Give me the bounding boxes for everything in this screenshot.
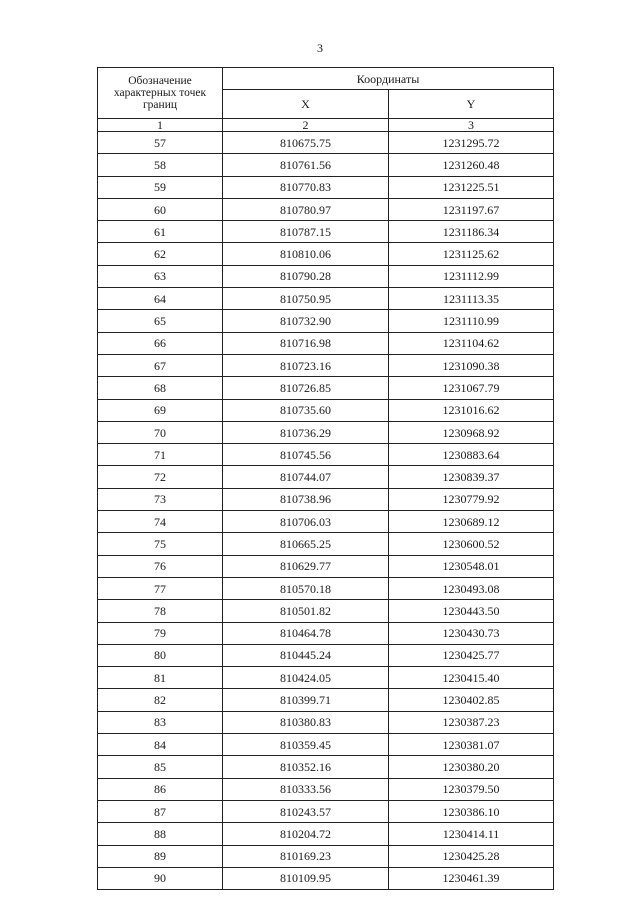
y-value: 1231295.72: [389, 132, 554, 154]
table-row: [98, 421, 554, 443]
table-row: [98, 845, 554, 867]
table-row: [98, 288, 554, 310]
table-row: [98, 310, 554, 332]
x-value: 810745.56: [223, 444, 389, 466]
y-value: 1231225.51: [389, 176, 554, 198]
table-row: [98, 176, 554, 198]
x-value: 810787.15: [223, 221, 389, 243]
table-row: [98, 600, 554, 622]
y-value: 1230430.73: [389, 622, 554, 644]
y-value: 1230415.40: [389, 667, 554, 689]
y-value: 1230689.12: [389, 511, 554, 533]
y-header: Y: [389, 90, 554, 119]
point-number: 72: [98, 466, 223, 488]
x-value: 810629.77: [223, 555, 389, 577]
x-value: 810204.72: [223, 823, 389, 845]
point-number: 67: [98, 354, 223, 376]
x-value: 810736.29: [223, 421, 389, 443]
y-value: 1230425.77: [389, 644, 554, 666]
table-row: [98, 823, 554, 845]
x-value: 810706.03: [223, 511, 389, 533]
y-value: 1230883.64: [389, 444, 554, 466]
point-number: 59: [98, 176, 223, 198]
x-value: 810333.56: [223, 778, 389, 800]
x-value: 810399.71: [223, 689, 389, 711]
y-value: 1230443.50: [389, 600, 554, 622]
y-value: 1231110.99: [389, 310, 554, 332]
point-number: 83: [98, 711, 223, 733]
y-value: 1230425.28: [389, 845, 554, 867]
y-value: 1231090.38: [389, 354, 554, 376]
y-value: 1230402.85: [389, 689, 554, 711]
y-value: 1230381.07: [389, 734, 554, 756]
table-row: [98, 488, 554, 510]
x-value: 810445.24: [223, 644, 389, 666]
x-value: 810780.97: [223, 198, 389, 220]
table-row: [98, 667, 554, 689]
x-value: 810732.90: [223, 310, 389, 332]
point-number: 69: [98, 399, 223, 421]
y-value: 1230386.10: [389, 800, 554, 822]
x-value: 810735.60: [223, 399, 389, 421]
y-value: 1230779.92: [389, 488, 554, 510]
point-number: 65: [98, 310, 223, 332]
x-value: 810570.18: [223, 577, 389, 599]
point-number: 71: [98, 444, 223, 466]
y-value: 1231197.67: [389, 198, 554, 220]
point-number: 90: [98, 867, 223, 889]
point-number: 82: [98, 689, 223, 711]
y-value: 1230548.01: [389, 555, 554, 577]
col3-index: 3: [389, 119, 554, 132]
x-value: 810761.56: [223, 154, 389, 176]
y-value: 1231186.34: [389, 221, 554, 243]
table-row: [98, 132, 554, 154]
point-number: 89: [98, 845, 223, 867]
point-number: 85: [98, 756, 223, 778]
table-row: [98, 778, 554, 800]
y-value: 1230600.52: [389, 533, 554, 555]
y-value: 1231104.62: [389, 332, 554, 354]
y-value: 1231067.79: [389, 377, 554, 399]
table-row: [98, 577, 554, 599]
x-value: 810424.05: [223, 667, 389, 689]
x-value: 810716.98: [223, 332, 389, 354]
x-value: 810169.23: [223, 845, 389, 867]
y-value: 1230461.39: [389, 867, 554, 889]
table-row: [98, 354, 554, 376]
y-value: 1230387.23: [389, 711, 554, 733]
table-row: [98, 466, 554, 488]
point-number: 80: [98, 644, 223, 666]
x-value: 810352.16: [223, 756, 389, 778]
table-row: [98, 555, 554, 577]
y-value: 1230380.20: [389, 756, 554, 778]
point-number: 78: [98, 600, 223, 622]
point-number: 79: [98, 622, 223, 644]
table-row: [98, 154, 554, 176]
col1-index: 1: [98, 119, 223, 132]
x-value: 810810.06: [223, 243, 389, 265]
point-number: 61: [98, 221, 223, 243]
y-value: 1230379.50: [389, 778, 554, 800]
y-value: 1231113.35: [389, 288, 554, 310]
table-row: [98, 377, 554, 399]
y-value: 1230493.08: [389, 577, 554, 599]
point-number: 81: [98, 667, 223, 689]
x-header: X: [223, 90, 389, 119]
point-number: 70: [98, 421, 223, 443]
table-row: [98, 756, 554, 778]
table-row: [98, 800, 554, 822]
x-value: 810675.75: [223, 132, 389, 154]
x-value: 810243.57: [223, 800, 389, 822]
point-number: 66: [98, 332, 223, 354]
point-number: 57: [98, 132, 223, 154]
point-label-header: Обозначение характерных точек границ: [98, 68, 223, 119]
y-value: 1231125.62: [389, 243, 554, 265]
table-row: [98, 711, 554, 733]
table-row: [98, 221, 554, 243]
x-value: 810723.16: [223, 354, 389, 376]
table-row: [98, 399, 554, 421]
table-row: [98, 444, 554, 466]
table-row: [98, 243, 554, 265]
x-value: 810790.28: [223, 265, 389, 287]
x-value: 810770.83: [223, 176, 389, 198]
y-value: 1230839.37: [389, 466, 554, 488]
coords-header: Координаты: [223, 68, 554, 90]
point-number: 86: [98, 778, 223, 800]
point-number: 62: [98, 243, 223, 265]
point-number: 77: [98, 577, 223, 599]
table-row: [98, 644, 554, 666]
col2-index: 2: [223, 119, 389, 132]
point-number: 58: [98, 154, 223, 176]
y-value: 1230968.92: [389, 421, 554, 443]
x-value: 810726.85: [223, 377, 389, 399]
table-row: [98, 332, 554, 354]
x-value: 810750.95: [223, 288, 389, 310]
table-row: [98, 533, 554, 555]
x-value: 810738.96: [223, 488, 389, 510]
point-number: 76: [98, 555, 223, 577]
point-number: 88: [98, 823, 223, 845]
point-number: 64: [98, 288, 223, 310]
page-number: 3: [317, 41, 323, 55]
x-value: 810380.83: [223, 711, 389, 733]
point-number: 74: [98, 511, 223, 533]
point-number: 73: [98, 488, 223, 510]
table-row: [98, 265, 554, 287]
point-number: 68: [98, 377, 223, 399]
x-value: 810464.78: [223, 622, 389, 644]
table-row: [98, 622, 554, 644]
y-value: 1231112.99: [389, 265, 554, 287]
table-row: [98, 689, 554, 711]
point-number: 60: [98, 198, 223, 220]
point-number: 75: [98, 533, 223, 555]
x-value: 810359.45: [223, 734, 389, 756]
point-number: 87: [98, 800, 223, 822]
y-value: 1231260.48: [389, 154, 554, 176]
x-value: 810109.95: [223, 867, 389, 889]
y-value: 1230414.11: [389, 823, 554, 845]
y-value: 1231016.62: [389, 399, 554, 421]
x-value: 810744.07: [223, 466, 389, 488]
table-row: [98, 867, 554, 889]
table-row: [98, 198, 554, 220]
coordinates-table: [97, 67, 554, 890]
x-value: 810501.82: [223, 600, 389, 622]
point-number: 63: [98, 265, 223, 287]
point-number: 84: [98, 734, 223, 756]
x-value: 810665.25: [223, 533, 389, 555]
table-row: [98, 734, 554, 756]
table-row: [98, 511, 554, 533]
